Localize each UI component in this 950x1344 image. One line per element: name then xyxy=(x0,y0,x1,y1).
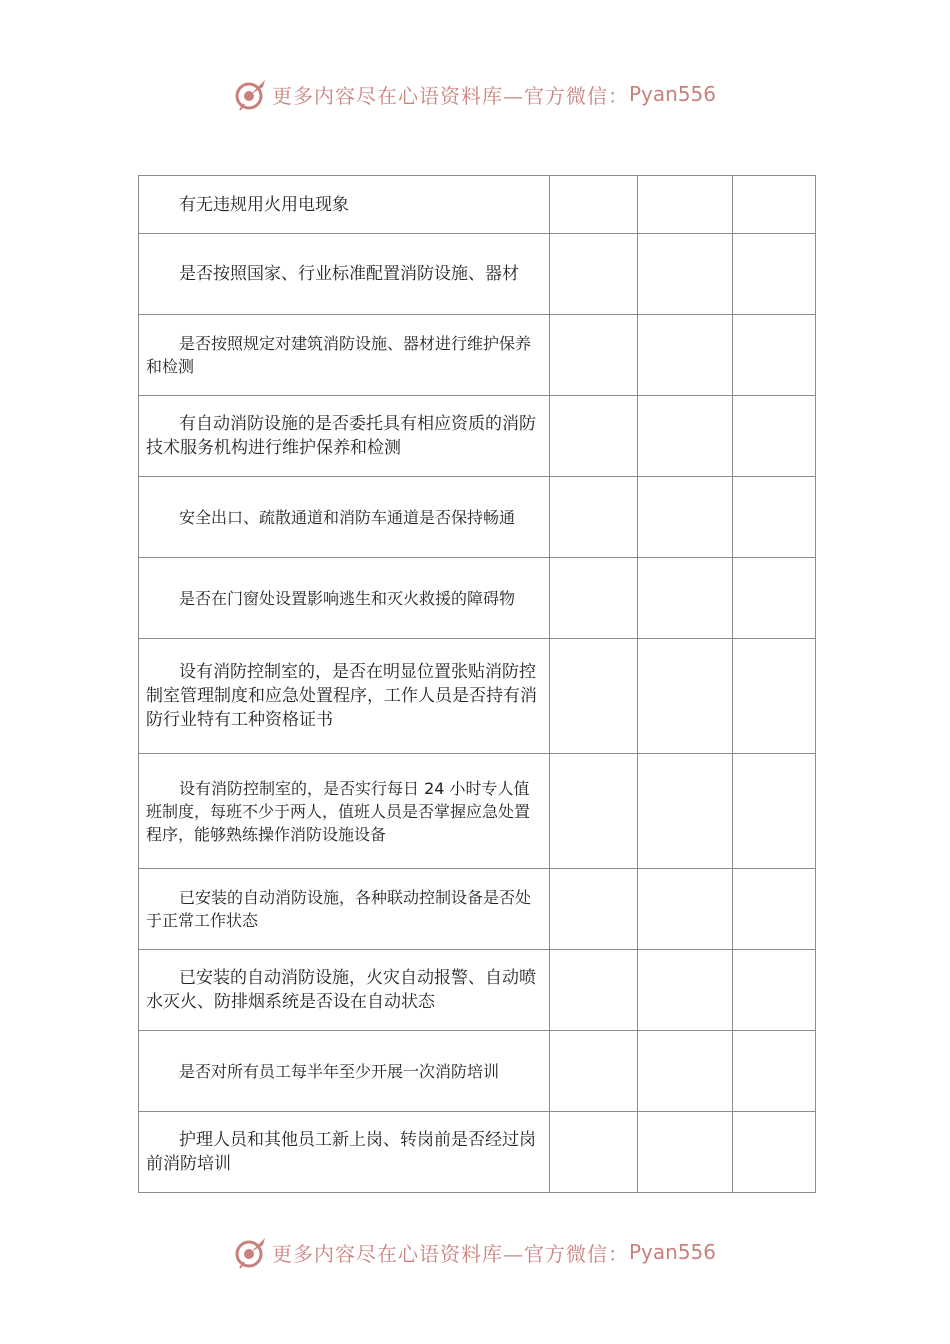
checklist-item: 是否按照规定对建筑消防设施、器材进行维护保养和检测 xyxy=(139,315,550,396)
blank-cell xyxy=(550,396,638,477)
footer-banner xyxy=(0,1230,950,1274)
blank-cell xyxy=(638,176,733,234)
blank-cell xyxy=(638,1031,733,1112)
blank-cell xyxy=(733,639,816,754)
blank-cell xyxy=(733,558,816,639)
quill-logo-icon xyxy=(234,1235,268,1269)
blank-cell xyxy=(550,315,638,396)
blank-cell xyxy=(733,950,816,1031)
table-row xyxy=(139,477,816,558)
blank-cell xyxy=(638,754,733,869)
blank-cell xyxy=(550,950,638,1031)
checklist-item: 已安装的自动消防设施，火灾自动报警、自动喷水灭火、防排烟系统是否设在自动状态 xyxy=(139,950,550,1031)
blank-cell xyxy=(733,869,816,950)
blank-cell xyxy=(733,315,816,396)
table-row xyxy=(139,396,816,477)
checklist-item: 是否在门窗处设置影响逃生和灭火救援的障碍物 xyxy=(139,558,550,639)
blank-cell xyxy=(638,558,733,639)
blank-cell xyxy=(733,176,816,234)
checklist-item: 安全出口、疏散通道和消防车通道是否保持畅通 xyxy=(139,477,550,558)
blank-cell xyxy=(550,234,638,315)
blank-cell xyxy=(550,558,638,639)
blank-cell xyxy=(550,477,638,558)
blank-cell xyxy=(638,869,733,950)
table-row xyxy=(139,234,816,315)
blank-cell xyxy=(733,396,816,477)
checklist-item: 护理人员和其他员工新上岗、转岗前是否经过岗前消防培训 xyxy=(139,1112,550,1193)
inspection-checklist-table xyxy=(138,175,816,1193)
blank-cell xyxy=(733,754,816,869)
table-row xyxy=(139,639,816,754)
checklist-item: 是否对所有员工每半年至少开展一次消防培训 xyxy=(139,1031,550,1112)
blank-cell xyxy=(638,950,733,1031)
table-row xyxy=(139,315,816,396)
table-row xyxy=(139,950,816,1031)
blank-cell xyxy=(550,754,638,869)
blank-cell xyxy=(733,234,816,315)
blank-cell xyxy=(550,176,638,234)
checklist-item: 已安装的自动消防设施，各种联动控制设备是否处于正常工作状态 xyxy=(139,869,550,950)
table-row xyxy=(139,558,816,639)
blank-cell xyxy=(638,315,733,396)
banner-text: 更多内容尽在心语资料库—官方微信： xyxy=(271,1241,629,1266)
table-row xyxy=(139,754,816,869)
header-banner xyxy=(0,72,950,116)
blank-cell xyxy=(550,869,638,950)
checklist-item: 有自动消防设施的是否委托具有相应资质的消防技术服务机构进行维护保养和检测 xyxy=(139,396,550,477)
checklist-item: 设有消防控制室的，是否实行每日 24 小时专人值班制度，每班不少于两人，值班人员是否掌握应急处置程序，能够熟练操作消防设施设备 xyxy=(139,754,550,869)
blank-cell xyxy=(733,1112,816,1193)
table-row xyxy=(139,1112,816,1193)
table-row xyxy=(139,1031,816,1112)
blank-cell xyxy=(638,234,733,315)
checklist-item: 是否按照国家、行业标准配置消防设施、器材 xyxy=(139,234,550,315)
checklist-item: 有无违规用火用电现象 xyxy=(139,176,550,234)
table-row xyxy=(139,176,816,234)
blank-cell xyxy=(638,639,733,754)
blank-cell xyxy=(638,477,733,558)
blank-cell xyxy=(733,1031,816,1112)
banner-wechat-handle: Pyan556 xyxy=(628,82,716,106)
blank-cell xyxy=(550,639,638,754)
blank-cell xyxy=(733,477,816,558)
blank-cell xyxy=(638,396,733,477)
blank-cell xyxy=(638,1112,733,1193)
quill-logo-icon xyxy=(234,77,268,111)
blank-cell xyxy=(550,1031,638,1112)
blank-cell xyxy=(550,1112,638,1193)
banner-text: 更多内容尽在心语资料库—官方微信： xyxy=(271,83,629,108)
banner-wechat-handle: Pyan556 xyxy=(628,1240,716,1264)
table-row xyxy=(139,869,816,950)
checklist-item: 设有消防控制室的，是否在明显位置张贴消防控制室管理制度和应急处置程序，工作人员是否持有消防行业特有工种资格证书 xyxy=(139,639,550,754)
